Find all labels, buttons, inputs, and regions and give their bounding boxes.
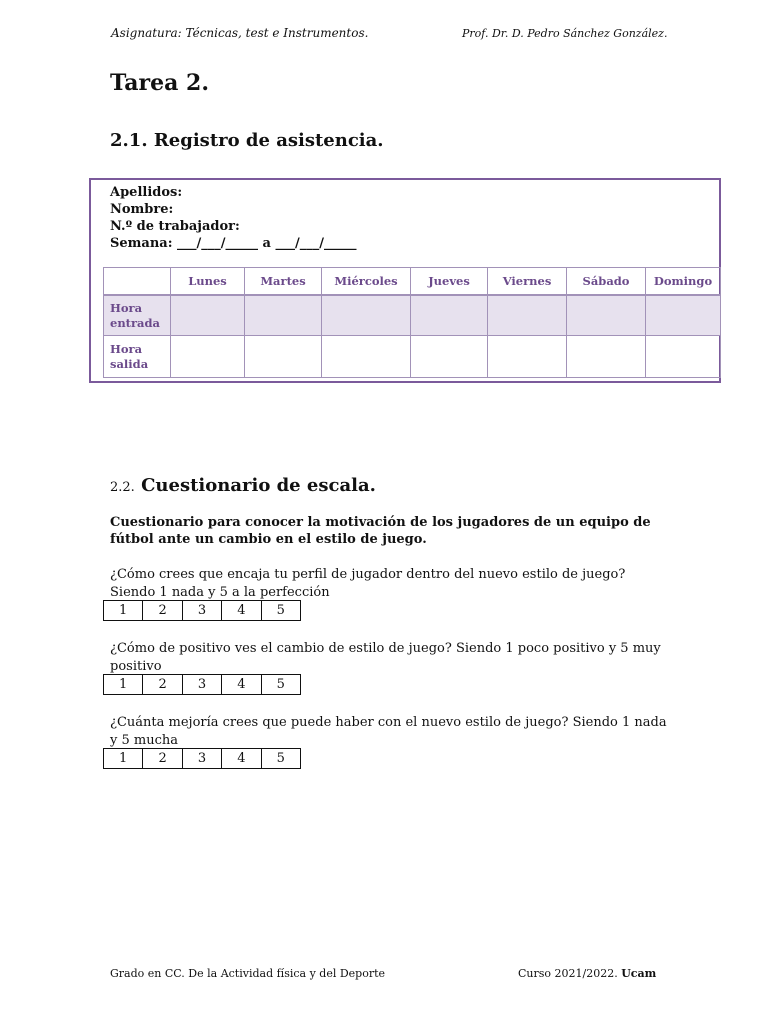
question-2: ¿Cómo de positivo ves el cambio de estilo de juego? Siendo 1 poco positivo y 5 muy positivo (110, 641, 661, 674)
day-header: Martes (245, 268, 322, 296)
exit-cell[interactable] (322, 336, 411, 378)
day-header: Sábado (567, 268, 646, 296)
day-header: Miércoles (322, 268, 411, 296)
table-row (104, 295, 721, 336)
entry-cell[interactable] (411, 295, 488, 336)
scale-option[interactable]: 4 (222, 601, 261, 621)
exit-cell[interactable] (488, 336, 567, 378)
scale-option[interactable]: 5 (261, 601, 300, 621)
question-1: ¿Cómo crees que encaja tu perfil de jugador dentro del nuevo estilo de juego? Siendo 1 nada y 5 a la perfección (110, 567, 626, 600)
entry-cell[interactable] (646, 295, 721, 336)
scale-option[interactable]: 3 (182, 675, 221, 695)
entry-cell[interactable] (488, 295, 567, 336)
exit-cell[interactable] (646, 336, 721, 378)
footer-course (518, 967, 656, 980)
exit-cell[interactable] (171, 336, 245, 378)
scale-option[interactable]: 1 (104, 601, 143, 621)
entry-cell[interactable] (171, 295, 245, 336)
questionnaire-intro: Cuestionario para conocer la motivación de los jugadores de un equipo de fútbol ante un cambio en el estilo de juego. (110, 515, 651, 547)
section-2-heading (110, 475, 376, 496)
scale-option[interactable]: 1 (104, 675, 143, 695)
scale-option[interactable]: 3 (182, 749, 221, 769)
field-apellidos: Apellidos: (110, 185, 183, 200)
day-header: Domingo (646, 268, 721, 296)
page-title: Tarea 2. (110, 70, 209, 96)
header-professor: Prof. Dr. D. Pedro Sánchez González. (462, 27, 668, 40)
question-3: ¿Cuánta mejoría crees que puede haber con el nuevo estilo de juego? Siendo 1 nada y 5 mucha (110, 715, 667, 748)
attendance-form-fields (110, 184, 357, 252)
header-subject: Asignatura: Técnicas, test e Instrumentos. (111, 26, 369, 40)
section-1-heading: 2.1. Registro de asistencia. (110, 130, 384, 151)
section-2-title: Cuestionario de escala. (141, 475, 376, 496)
scale-question-2 (103, 674, 301, 695)
footer-degree: Grado en CC. De la Actividad física y del Deporte (110, 967, 386, 980)
scale-option[interactable]: 2 (143, 749, 182, 769)
scale-question-3 (103, 748, 301, 769)
exit-cell[interactable] (411, 336, 488, 378)
scale-option[interactable]: 2 (143, 675, 182, 695)
row-label-entrada: Hora entrada (104, 295, 171, 336)
scale-option[interactable]: 4 (222, 749, 261, 769)
scale-option[interactable]: 5 (261, 675, 300, 695)
section-2-number: 2.2. (110, 480, 135, 495)
table-header-row (104, 268, 721, 296)
scale-question-1 (103, 600, 301, 621)
exit-cell[interactable] (245, 336, 322, 378)
scale-option[interactable]: 2 (143, 601, 182, 621)
table-row (104, 336, 721, 378)
day-header: Viernes (488, 268, 567, 296)
scale-option[interactable]: 3 (182, 601, 221, 621)
entry-cell[interactable] (245, 295, 322, 336)
scale-option[interactable]: 4 (222, 675, 261, 695)
row-label-salida: Hora salida (104, 336, 171, 378)
day-header: Lunes (171, 268, 245, 296)
footer-course-year: Curso 2021/2022. (518, 967, 618, 980)
entry-cell[interactable] (567, 295, 646, 336)
footer-university: Ucam (621, 967, 657, 980)
scale-option[interactable]: 5 (261, 749, 300, 769)
scale-option[interactable]: 1 (104, 749, 143, 769)
table-corner-cell (104, 268, 171, 296)
entry-cell[interactable] (322, 295, 411, 336)
field-trabajador: N.º de trabajador: (110, 219, 240, 234)
attendance-table (103, 267, 721, 378)
field-semana: Semana: ___/___/_____ a ___/___/_____ (110, 236, 357, 251)
field-nombre: Nombre: (110, 202, 174, 217)
day-header: Jueves (411, 268, 488, 296)
exit-cell[interactable] (567, 336, 646, 378)
